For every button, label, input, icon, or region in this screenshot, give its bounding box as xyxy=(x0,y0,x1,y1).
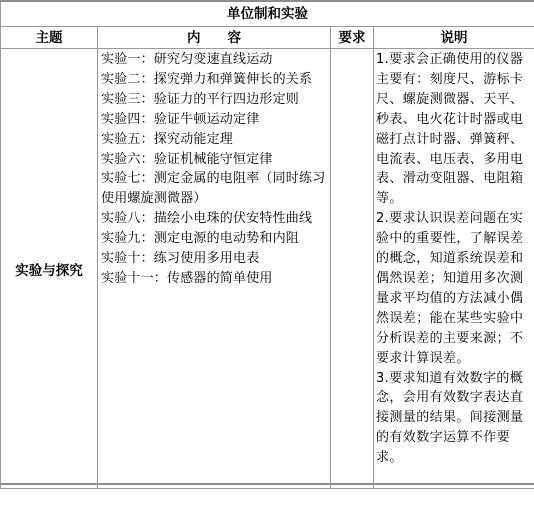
list-item: 实验五：探究动能定理 xyxy=(101,131,234,147)
list-item: 实验九：测定电源的电动势和内阻 xyxy=(101,231,300,247)
header-requirement: 要求 xyxy=(331,27,374,49)
list-item: 实验四：验证牛顿运动定律 xyxy=(101,111,260,127)
topic-cell: 实验与探究 xyxy=(1,49,98,489)
content-cell xyxy=(98,49,331,489)
table-header-row xyxy=(1,27,534,49)
table-title: 单位制和实验 xyxy=(1,1,534,27)
list-item: 实验三：验证力的平行四边形定则 xyxy=(101,91,300,107)
list-item: 实验十：练习使用多用电表 xyxy=(101,251,260,267)
table-title-row xyxy=(1,1,534,27)
table-row xyxy=(1,49,534,489)
note-paragraph: 3.要求知道有效数字的概念，会用有效数字表达直接测量的结果。间接测量的有效数字运算不作要求。 xyxy=(376,370,524,466)
list-item: 实验一：研究匀变速直线运动 xyxy=(101,52,273,67)
requirement-cell xyxy=(331,49,374,489)
header-topic: 主题 xyxy=(1,27,98,49)
list-item: 实验六：验证机械能守恒定律 xyxy=(101,151,273,167)
list-item: 实验七：测定金属的电阻率（同时练习使用螺旋测微器） xyxy=(101,171,326,207)
note-paragraph: 1.要求会正确使用的仪器主要有：刻度尺、游标卡尺、螺旋测微器、天平、秒表、电火花计时器或电磁打点计时器、弹簧秤、电流表、电压表、多用电表、滑动变阻器、电阻箱等。 xyxy=(376,52,524,207)
explanation-cell xyxy=(374,49,534,489)
header-content: 内 容 xyxy=(98,27,331,49)
list-item: 实验十一：传感器的简单使用 xyxy=(101,270,273,286)
list-item: 实验八：描绘小电珠的伏安特性曲线 xyxy=(101,211,313,227)
list-item: 实验二：探究弹力和弹簧伸长的关系 xyxy=(101,71,313,87)
header-explanation: 说明 xyxy=(374,27,534,49)
note-paragraph: 2.要求认识误差问题在实验中的重要性，了解误差的概念，知道系统误差和偶然误差；知道用多次测量求平均值的方法减小偶然误差；能在某些实验中分析误差的主要来源；不要求计算误差。 xyxy=(376,211,524,366)
